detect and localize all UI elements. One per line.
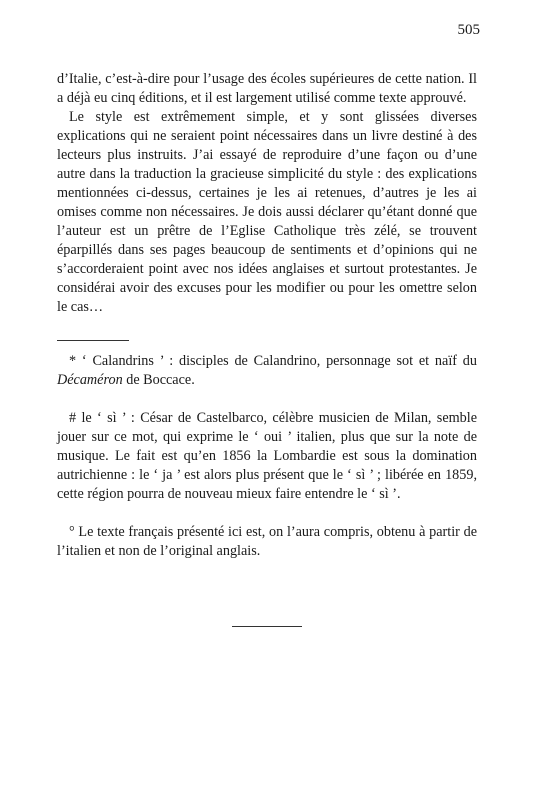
footnote-divider xyxy=(57,340,129,341)
paragraph-1: d’Italie, c’est-à-dire pour l’usage des écoles supérieures de cette nation. Il a déjà eu cinq éditions, et il est largement utilisé comme texte approuvé. xyxy=(57,71,477,106)
main-text xyxy=(57,70,477,317)
footnote-calandrins-text: * ‘ Calandrins ’ : disciples de Calandrino, personnage sot et naïf du xyxy=(69,353,477,369)
paragraph-2: Le style est extrêmement simple, et y sont glissées diverses explications qui ne seraient point nécessaires dans un livre destiné à des lecteurs plus instruits. J’ai essayé de reproduire d’une façon ou d’une autre dans la traduction la gracieuse simplicité du style : des explications mentionnées ci-dessus, certaines je les ai retenues, d’autres je les ai omises comme non nécessaires. Je dois aussi déclarer qu’étant donné que l’auteur est un prêtre de l’Eglise Catholique très zélé, se trouvent éparpillés dans ses pages beaucoup de sentiments et d’opinions qui ne s’accorderaient point avec nos idées anglaises et surtout protestantes. Je considérai avoir des excuses pour les modifier ou pour les omettre selon le cas… xyxy=(57,109,477,315)
footnote-texte: ° Le texte français présenté ici est, on l’aura compris, obtenu à partir de l’italien et non de l’original anglais. xyxy=(57,524,477,559)
footnotes xyxy=(57,352,477,580)
footnote-calandrins xyxy=(57,352,477,390)
end-divider xyxy=(232,626,302,627)
footnote-calandrins-title: Décaméron xyxy=(57,372,123,388)
footnote-calandrins-end: de Boccace. xyxy=(122,372,195,388)
footnote-si: # le ‘ sì ’ : César de Castelbarco, célèbre musicien de Milan, semble jouer sur ce mot, qui exprime le ‘ oui ’ italien, plus que sur la note de musique. Le fait est qu’en 1856 la Lombardie est sous la domination autrichienne : le ‘ ja ’ est alors plus présent que le ‘ sì ’ ; libérée en 1859, cette région pourra de nouveau mieux faire entendre le ‘ sì ’. xyxy=(57,410,477,502)
page-number: 505 xyxy=(457,22,480,38)
